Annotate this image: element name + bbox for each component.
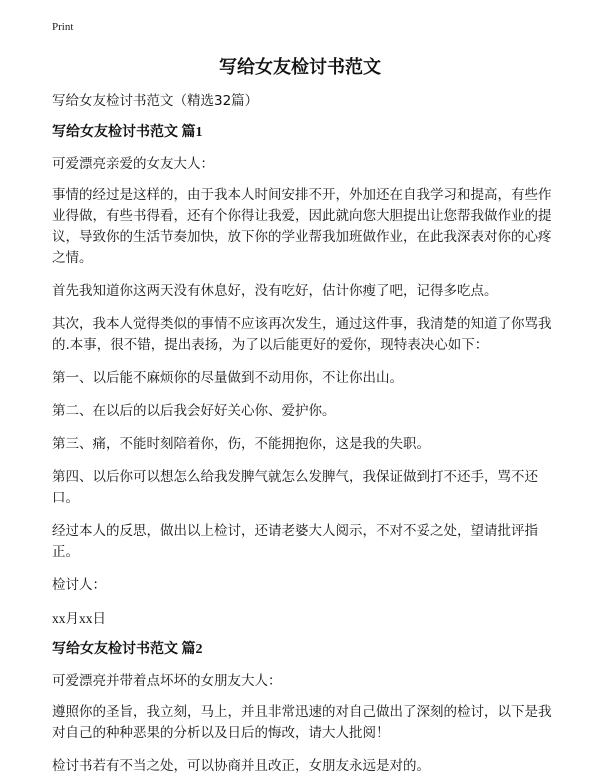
section-2-greeting: 可爱漂亮并带着点坏坏的女朋友大人： (52, 673, 282, 689)
section-2-paragraph-1: 遵照你的圣旨，我立刻，马上，并且非常迅速的对自己做出了深刻的检讨，以下是我对自己的种种恶果的分析以及日后的悔改，请大人批阅！ (52, 704, 552, 741)
section-1-paragraph-6: 第三、痛，不能时刻陪着你，伤，不能拥抱你，这是我的失职。 (52, 436, 430, 452)
document-title: 写给女友检讨书范文 (219, 57, 381, 78)
section-2-paragraph-2: 检讨书若有不当之处，可以协商并且改正，女朋友永远是对的。 (52, 758, 430, 774)
section-1-paragraph-8: 经过本人的反思，做出以上检讨，还请老婆大人阅示，不对不妥之处，望请批评指正。 (52, 523, 538, 560)
section-heading-2: 写给女友检讨书范文 篇2 (52, 642, 203, 657)
print-link[interactable]: Print (52, 21, 74, 33)
section-1-date: xx月xx日 (52, 611, 106, 626)
section-1-paragraph-4: 第一、以后能不麻烦你的尽量做到不动用你，不让你出山。 (52, 370, 403, 386)
section-1-paragraph-5: 第二、在以后的以后我会好好关心你、爱护你。 (52, 403, 336, 419)
document-body (52, 91, 552, 776)
section-1-signer-label: 检讨人： (52, 577, 106, 593)
section-heading-1: 写给女友检讨书范文 篇1 (52, 125, 203, 140)
document-subtitle: 写给女友检讨书范文（精选32篇） (52, 93, 259, 109)
section-1-paragraph-1: 事情的经过是这样的，由于我本人时间安排不开，外加还在自我学习和提高，有些作业得做，有些书得看，还有个你得让我爱，因此就向您大胆提出让您帮我做作业的提议，导致你的生活节奏加快，放下你的学业帮我加班做作业，在此我深表对你的心疼之情。 (52, 187, 552, 266)
section-1-paragraph-7: 第四、以后你可以想怎么给我发脾气就怎么发脾气，我保证做到打不还手，骂不还口。 (52, 469, 538, 506)
section-1-paragraph-2: 首先我知道你这两天没有休息好，没有吃好，估计你瘦了吧，记得多吃点。 (52, 283, 498, 299)
section-1-paragraph-3: 其次，我本人觉得类似的事情不应该再次发生，通过这件事，我清楚的知道了你骂我的.本事，很不错，提出表扬，为了以后能更好的爱你，现特表决心如下： (52, 316, 552, 353)
section-1-greeting: 可爱漂亮亲爱的女友大人： (52, 156, 214, 172)
